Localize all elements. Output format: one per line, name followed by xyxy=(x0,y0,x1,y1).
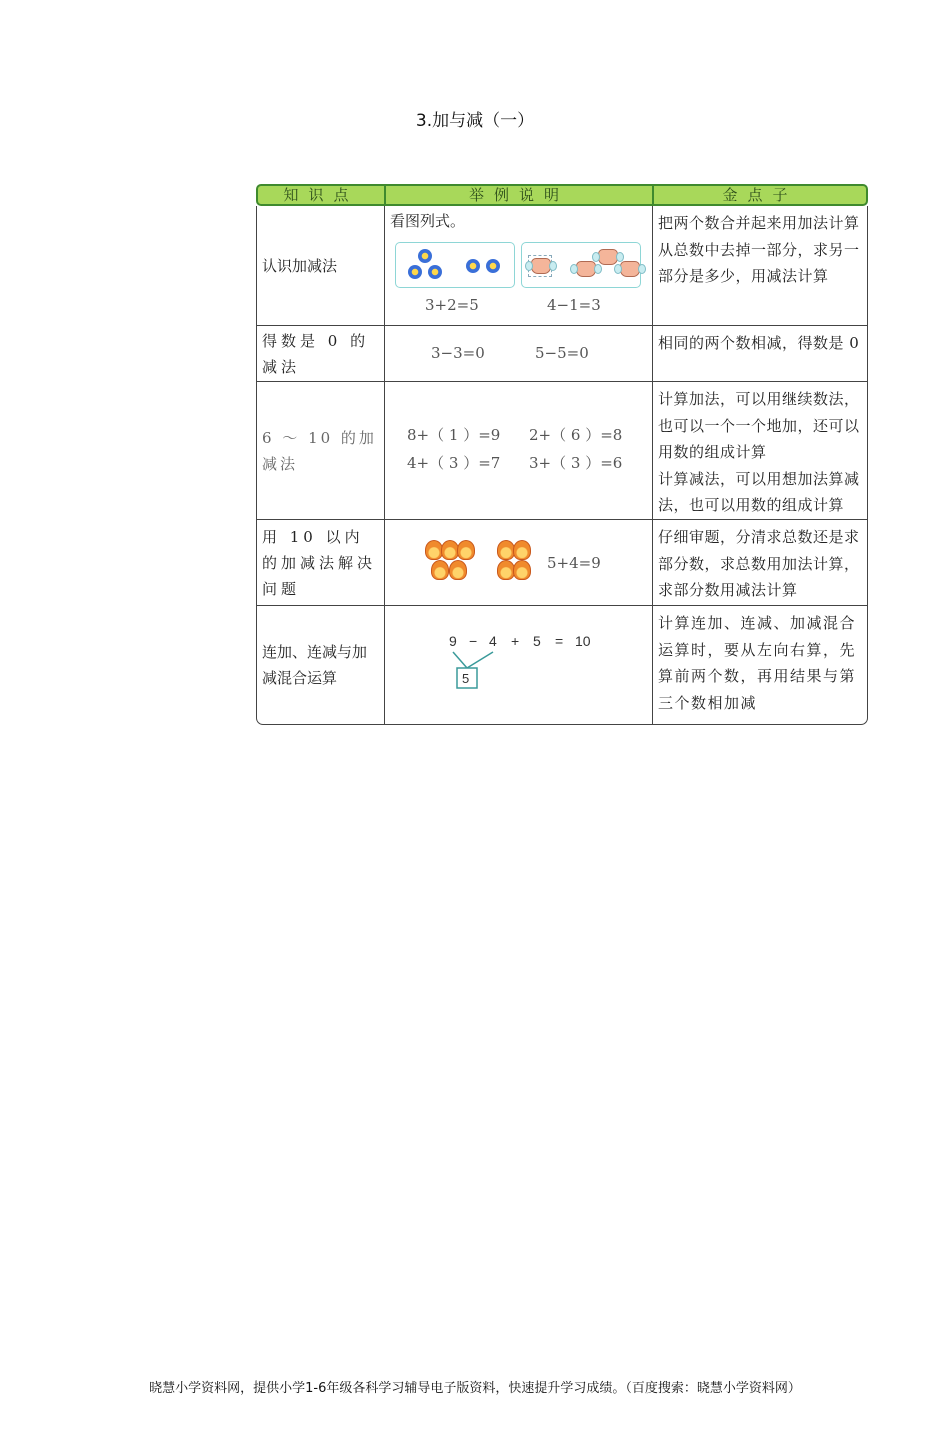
expression-diagram xyxy=(435,624,665,714)
expr-token: − xyxy=(469,633,478,649)
tip-cell: 相同的两个数相减，得数是 0 xyxy=(658,334,860,352)
equation: 5+4=9 xyxy=(547,554,601,572)
topic-cell: 连加、连减与加减混合运算 xyxy=(257,606,385,724)
tip-cell: 仔细审题，分清求总数还是求部分数，求总数用加法计算，求部分数用减法计算 xyxy=(658,528,860,599)
table-header xyxy=(256,184,868,206)
table-row xyxy=(257,520,867,606)
topic-cell: 6 ～ 10 的加减法 xyxy=(257,382,385,519)
bugs-picture xyxy=(521,242,641,288)
equation: 4−1=3 xyxy=(547,296,601,314)
partial-result: 5 xyxy=(462,671,470,686)
topic-cell: 用 10 以内的加减法解决问题 xyxy=(257,520,385,605)
example-cell xyxy=(385,206,653,325)
example-cell xyxy=(385,326,653,381)
example-cell xyxy=(385,382,653,519)
page-title: 3.加与减（一） xyxy=(415,111,535,131)
header-topic: 知识点 xyxy=(258,186,386,204)
equation: 5−5=0 xyxy=(535,344,589,362)
example-cell xyxy=(385,606,653,724)
example-caption: 看图列式。 xyxy=(390,212,466,230)
expr-token: 4 xyxy=(489,633,497,649)
tip-cell: 计算连加、连减、加减混合运算时，要从左向右算，先算前两个数，再用结果与第三个数相加减 xyxy=(658,614,857,712)
header-example: 举例说明 xyxy=(386,186,654,204)
table-row xyxy=(257,382,867,520)
bracket-line xyxy=(453,652,467,668)
knowledge-table xyxy=(256,184,868,725)
tip-cell: 把两个数合并起来用加法计算 从总数中去掉一部分，求另一部分是多少，用减法计算 xyxy=(658,214,860,285)
table-row xyxy=(257,326,867,382)
expr-token: 10 xyxy=(575,633,591,649)
topic-cell: 认识加减法 xyxy=(257,206,385,325)
expr-token: = xyxy=(555,633,564,649)
footer-text: 晓慧小学资料网，提供小学1-6年级各科学习辅导电子版资料，快速提升学习成绩。（百度搜索：晓慧小学资料网） xyxy=(149,1381,801,1396)
expr-token: 9 xyxy=(449,633,457,649)
expr-token: 5 xyxy=(533,633,541,649)
table-row xyxy=(257,206,867,326)
tip-cell: 计算加法，可以用继续数法，也可以一个一个地加，还可以用数的组成计算 计算减法，可以用想加法算减法，也可以用数的组成计算 xyxy=(658,390,860,514)
equation: 3+2=5 xyxy=(425,296,479,314)
equation: 3+（ 3 ）=6 xyxy=(529,454,623,472)
equation: 3−3=0 xyxy=(431,344,485,362)
header-tip: 金点子 xyxy=(722,186,798,204)
flowers-picture xyxy=(395,242,515,288)
equation: 4+（ 3 ）=7 xyxy=(407,454,501,472)
table-row xyxy=(257,606,867,724)
example-cell xyxy=(385,520,653,605)
topic-cell: 得数是 0 的减法 xyxy=(257,326,385,381)
bracket-line xyxy=(467,652,493,668)
equation: 8+（ 1 ）=9 xyxy=(407,426,501,444)
equation: 2+（ 6 ）=8 xyxy=(529,426,623,444)
expr-token: + xyxy=(511,633,520,649)
